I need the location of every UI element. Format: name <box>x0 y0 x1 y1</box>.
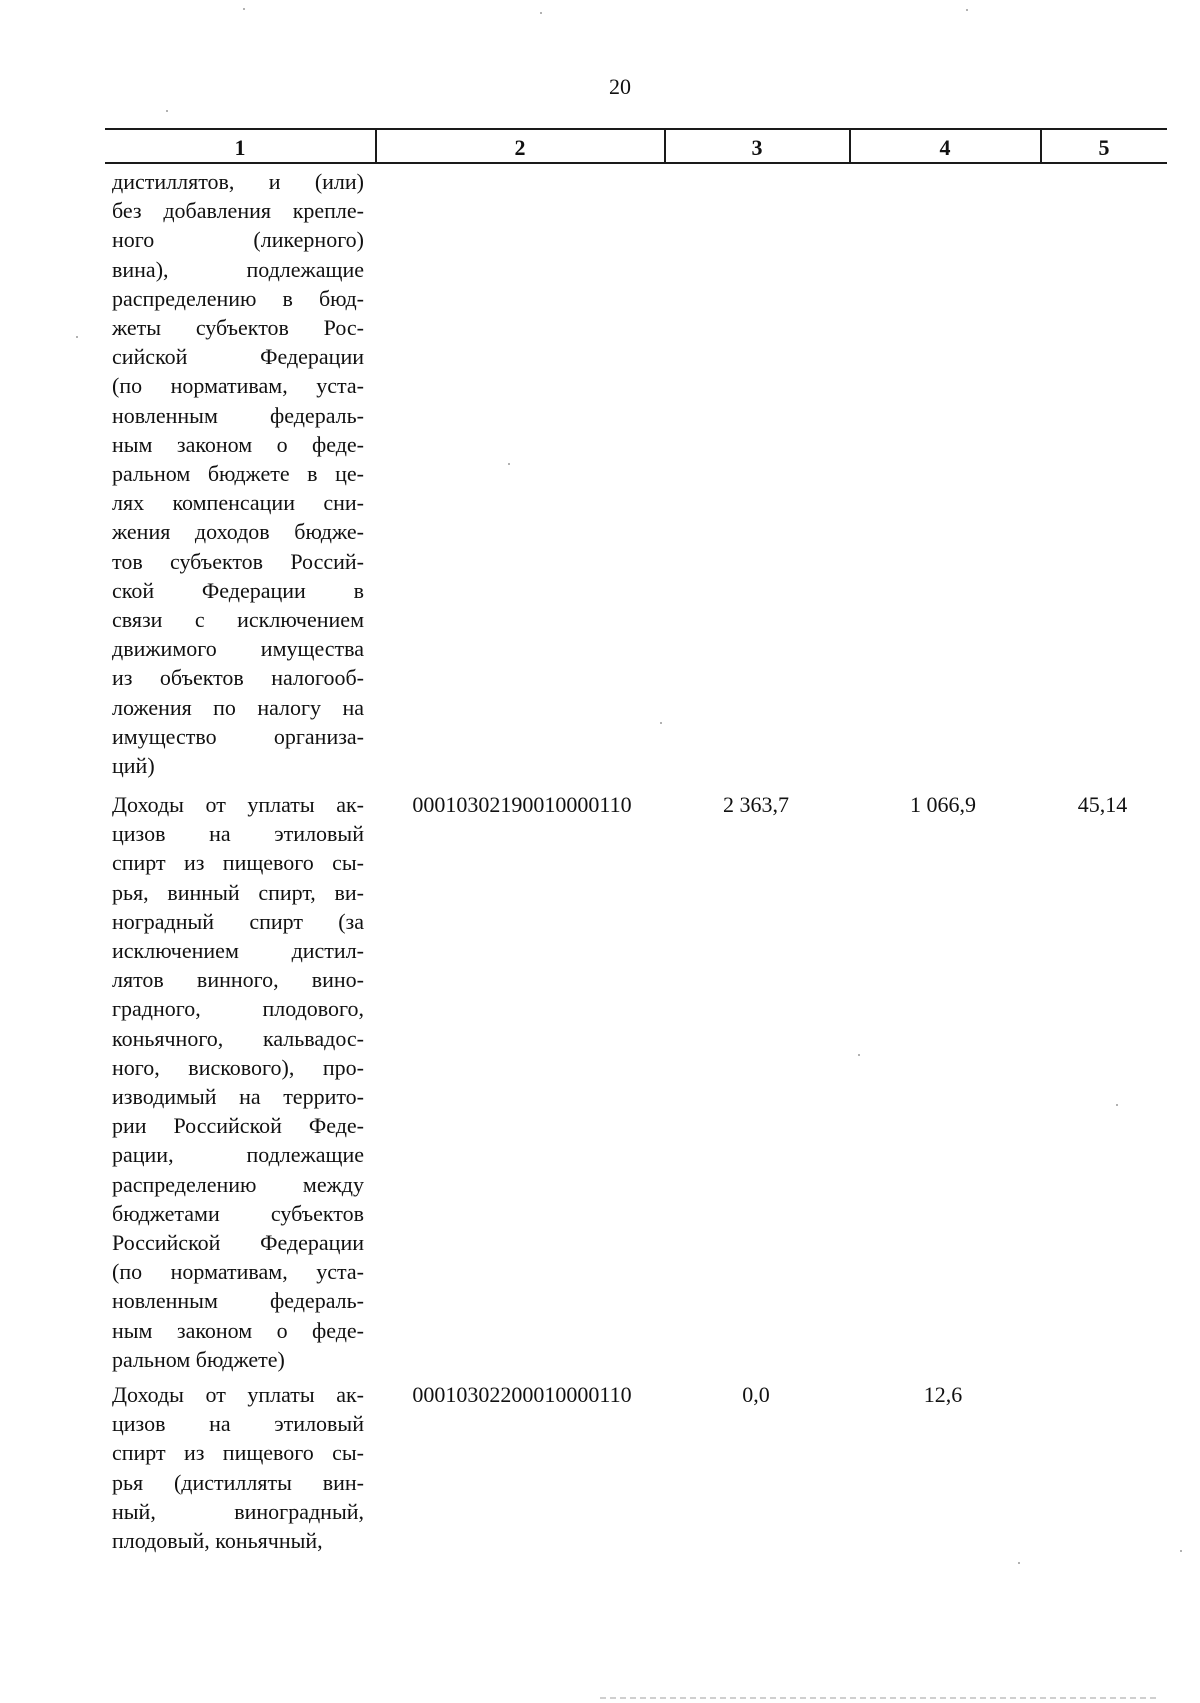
description-line: лях компенсации сни- <box>112 490 364 516</box>
description-line: плодовый, коньячный, <box>112 1528 323 1554</box>
description-line: бюджетами субъектов <box>112 1200 364 1226</box>
description-line: новленным федераль- <box>112 1288 364 1314</box>
description-line: жения доходов бюдже- <box>112 519 364 545</box>
row-value-col3: 2 363,7 <box>723 792 789 817</box>
description-line: сийской Федерации <box>112 344 364 370</box>
row-description <box>112 1380 364 1555</box>
description-line: рации, подлежащие <box>112 1142 364 1168</box>
description-line: имущество организа- <box>112 723 364 749</box>
row-value-col5: 45,14 <box>1077 792 1128 817</box>
description-line: ного, вискового), про- <box>112 1054 364 1080</box>
scan-speck <box>1018 1562 1020 1564</box>
description-line: рья, винный спирт, ви- <box>112 879 364 905</box>
description-line: ций) <box>112 753 155 779</box>
row-description <box>112 790 364 1374</box>
description-line: ской Федерации в <box>112 577 364 603</box>
row-code: 00010302190010000110 <box>412 792 632 817</box>
description-line: ный, виноградный, <box>112 1498 364 1524</box>
table-header <box>105 128 1167 164</box>
description-line: жеты субъектов Рос- <box>112 315 364 341</box>
scan-speck <box>660 722 662 724</box>
description-line: дистиллятов, и (или) <box>112 169 364 194</box>
description-line: спирт из пищевого сы- <box>112 1440 364 1466</box>
scan-speck <box>243 8 245 10</box>
description-line: Российской Федерации <box>112 1230 364 1256</box>
scan-edge-noise <box>600 1697 1160 1699</box>
description-line: градного, плодового, <box>112 996 364 1022</box>
description-line: коньячного, кальвадос- <box>112 1025 364 1051</box>
description-line: ральном бюджете) <box>112 1346 285 1372</box>
header-col-5: 5 <box>1098 135 1110 160</box>
scan-speck <box>166 110 168 112</box>
header-col-2: 2 <box>514 135 526 160</box>
description-line: ложения по налогу на <box>112 694 364 720</box>
description-line: ноградный спирт (за <box>112 908 364 934</box>
scan-speck <box>508 463 510 465</box>
row-description <box>112 167 364 780</box>
description-line: ным законом о феде- <box>112 1317 364 1343</box>
description-line: новленным федераль- <box>112 402 364 428</box>
description-line: без добавления крепле- <box>112 198 364 224</box>
description-line: ного (ликерного) <box>112 227 364 253</box>
scan-speck <box>966 9 968 11</box>
description-line: распределению в бюд- <box>112 285 364 311</box>
description-line: Доходы от уплаты ак- <box>112 792 364 817</box>
header-col-3: 3 <box>751 135 763 160</box>
row-value-col4: 1 066,9 <box>910 792 976 817</box>
description-line: исключением дистил- <box>112 938 364 964</box>
scan-speck <box>1116 1104 1118 1106</box>
description-line: (по нормативам, уста- <box>112 373 364 399</box>
description-line: ральном бюджете в це- <box>112 461 364 487</box>
header-col-4: 4 <box>939 135 951 160</box>
description-line: из объектов налогооб- <box>112 665 364 691</box>
description-line: тов субъектов Россий- <box>112 548 364 574</box>
row-value-col4: 12,6 <box>923 1382 963 1407</box>
scan-speck <box>76 336 78 338</box>
page-number: 20 <box>609 74 631 99</box>
row-code: 00010302200010000110 <box>412 1382 632 1407</box>
scan-speck <box>1180 1550 1182 1552</box>
scan-speck <box>540 12 542 14</box>
header-col-1: 1 <box>234 135 246 160</box>
description-line: (по нормативам, уста- <box>112 1259 364 1285</box>
description-line: спирт из пищевого сы- <box>112 850 364 876</box>
scan-speck <box>858 1054 860 1056</box>
description-line: рья (дистилляты вин- <box>112 1469 364 1495</box>
description-line: цизов на этиловый <box>112 1411 364 1437</box>
description-line: ным законом о феде- <box>112 431 364 457</box>
description-line: Доходы от уплаты ак- <box>112 1382 364 1407</box>
description-line: цизов на этиловый <box>112 821 364 847</box>
description-line: вина), подлежащие <box>112 256 364 282</box>
description-line: распределению между <box>112 1171 364 1197</box>
description-line: движимого имущества <box>112 636 364 662</box>
row-value-col3: 0,0 <box>742 1382 770 1407</box>
description-line: рии Российской Феде- <box>112 1113 364 1139</box>
description-line: лятов винного, вино- <box>112 967 364 993</box>
description-line: изводимый на террито- <box>112 1084 364 1110</box>
description-line: связи с исключением <box>112 607 364 633</box>
